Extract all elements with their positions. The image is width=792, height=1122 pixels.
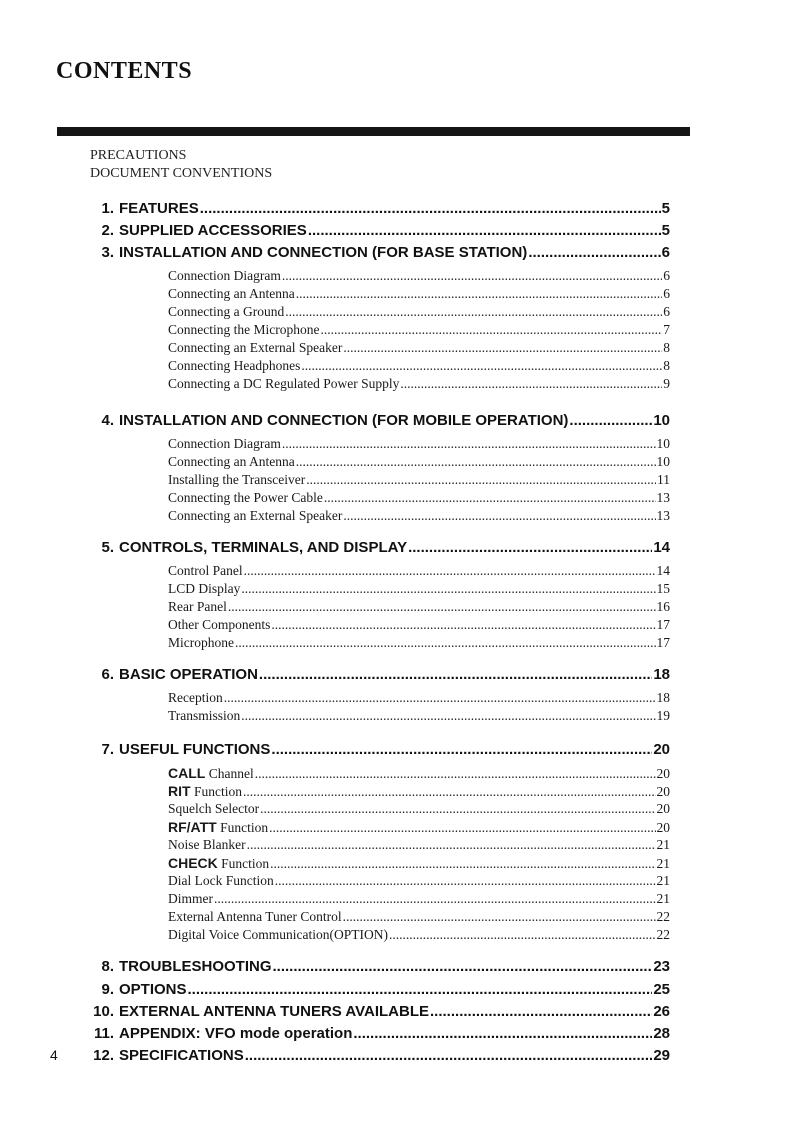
section-number: 12. [93,1047,114,1064]
subentry-page: 8 [663,358,670,373]
subentry-title: Rear Panel [168,599,227,614]
subentry-page: 8 [663,340,670,355]
dot-leader [188,981,653,998]
section-page: 5 [661,200,670,217]
dot-leader [243,784,656,800]
toc-section-8 [86,958,670,980]
dot-leader [271,741,652,758]
section-number: 8. [101,958,114,975]
dot-leader [255,766,656,782]
toc-subentry [168,563,670,581]
dot-leader [296,454,656,470]
section-number: 5. [101,539,114,556]
dot-leader [271,617,655,633]
dot-leader [228,599,656,615]
dot-leader [343,508,655,524]
toc-subentry [168,286,670,304]
toc-section-11 [86,1025,670,1047]
section-number: 4. [101,412,114,429]
section-title: FEATURES [119,200,199,217]
toc-subentry [168,909,670,927]
dot-leader [275,873,656,889]
subentry-page: 20 [656,820,670,835]
subentry-page: 20 [656,801,670,816]
toc-subentry [168,304,670,322]
section-title: EXTERNAL ANTENNA TUNERS AVAILABLE [119,1003,430,1020]
subentry-page: 6 [663,268,670,283]
subentry-page: 17 [656,635,670,650]
dot-leader [214,891,656,907]
subentry-title: Connecting Headphones [168,358,301,373]
page-title: CONTENTS [56,58,193,84]
title-rule [57,127,690,136]
subentry-page: 11 [657,472,670,487]
toc-section-2 [86,222,670,244]
subentry-title: Control Panel [168,563,243,578]
toc-subentry [168,508,670,526]
dot-leader [400,376,662,392]
section-page: 29 [653,1047,670,1064]
section-number: 10. [93,1003,114,1020]
section-title: CONTROLS, TERMINALS, AND DISPLAY [119,539,408,556]
toc-subentry [168,801,670,819]
section-title: OPTIONS [119,981,187,998]
subentry-title: Installing the Transceiver [168,472,306,487]
subentry-page: 13 [656,508,670,523]
section-title: SPECIFICATIONS [119,1047,244,1064]
dot-leader [235,635,656,651]
subentry-page: 16 [656,599,670,614]
section-page: 6 [661,244,670,261]
dot-leader [245,1047,653,1064]
section-number: 11. [93,1025,114,1042]
subentry-title: Digital Voice Communication(OPTION) [168,927,388,942]
toc-subentry [168,376,670,394]
toc-subentry [168,783,670,801]
subentry-title: Function [221,856,270,871]
subentry-page: 6 [663,304,670,319]
preamble-precautions: PRECAUTIONS [90,148,187,163]
dot-leader [528,244,660,261]
section-page: 18 [653,666,670,683]
section-page: 5 [661,222,670,239]
section-title: SUPPLIED ACCESSORIES [119,222,307,239]
subentry-page: 10 [656,436,670,451]
dot-leader [285,304,662,320]
subentry-title: External Antenna Tuner Control [168,909,342,924]
subentry-page: 6 [663,286,670,301]
dot-leader [306,472,656,488]
toc-subentry [168,581,670,599]
subentry-title: Transmission [168,708,241,723]
subentry-page: 22 [656,909,670,924]
dot-leader [389,927,656,943]
dot-leader [259,666,652,683]
toc-section-6 [86,666,670,688]
page-number: 4 [50,1047,58,1063]
dot-leader [244,563,656,579]
subentry-title: Other Components [168,617,271,632]
subentry-keyword: CALL [168,765,206,781]
toc-subentry [168,454,670,472]
dot-leader [241,708,655,724]
toc-subentry [168,855,670,873]
section-page: 10 [653,412,670,429]
toc-subentry [168,617,670,635]
section-number: 9. [101,981,114,998]
dot-leader [301,358,662,374]
subentry-page: 21 [656,837,670,852]
section-title: BASIC OPERATION [119,666,258,683]
subentry-page: 9 [663,376,670,391]
section-number: 3. [101,244,114,261]
dot-leader [269,820,655,836]
section-title: TROUBLESHOOTING [119,958,272,975]
section-page: 26 [653,1003,670,1020]
dot-leader [247,837,656,853]
section-number: 7. [101,741,114,758]
dot-leader [224,690,656,706]
section-title: APPENDIX: VFO mode operation [119,1025,353,1042]
subentry-page: 13 [656,490,670,505]
subentry-title: Microphone [168,635,234,650]
toc-subentry [168,891,670,909]
subentry-title: Noise Blanker [168,837,246,852]
dot-leader [343,340,662,356]
toc-subentry [168,490,670,508]
toc-subentry [168,472,670,490]
preamble-document-conventions: DOCUMENT CONVENTIONS [90,166,273,181]
subentry-title: Connecting an External Speaker [168,508,343,523]
subentry-page: 19 [656,708,670,723]
dot-leader [353,1025,652,1042]
section-page: 28 [653,1025,670,1042]
toc-subentry [168,358,670,376]
subentry-page: 14 [656,563,670,578]
subentry-title: Connecting a Ground [168,304,285,319]
section-title: INSTALLATION AND CONNECTION (FOR MOBILE OPERATION) [119,412,569,429]
subentry-title: Connecting the Microphone [168,322,320,337]
dot-leader [408,539,652,556]
section-number: 2. [101,222,114,239]
toc-subentry [168,819,670,837]
dot-leader [430,1003,652,1020]
subentry-keyword: CHECK [168,855,218,871]
subentry-page: 18 [656,690,670,705]
toc-subentry [168,927,670,945]
dot-leader [241,581,655,597]
subentry-page: 15 [656,581,670,596]
subentry-title: Dimmer [168,891,213,906]
toc-subentry [168,340,670,358]
toc-section-9 [86,981,670,1003]
subentry-title: Connection Diagram [168,436,281,451]
subentry-title: Connecting a DC Regulated Power Supply [168,376,400,391]
dot-leader [282,436,656,452]
subentry-page: 20 [656,784,670,799]
toc-section-4 [86,412,670,434]
dot-leader [260,801,655,817]
toc-subentry [168,873,670,891]
dot-leader [569,412,652,429]
subentry-title: Connecting the Power Cable [168,490,323,505]
toc-subentry [168,268,670,286]
toc-section-3 [86,244,670,266]
toc-subentry [168,765,670,783]
dot-leader [320,322,662,338]
toc-section-10 [86,1003,670,1025]
toc-subentry [168,635,670,653]
toc-section-5 [86,539,670,561]
section-page: 23 [653,958,670,975]
toc-subentry [168,436,670,454]
subentry-title: Connecting an External Speaker [168,340,343,355]
dot-leader [308,222,661,239]
section-title: USEFUL FUNCTIONS [119,741,271,758]
subentry-title: Function [220,820,269,835]
subentry-page: 22 [656,927,670,942]
subentry-title: Squelch Selector [168,801,260,816]
dot-leader [343,909,656,925]
subentry-page: 21 [656,856,670,871]
dot-leader [324,490,656,506]
subentry-title: LCD Display [168,581,241,596]
section-page: 20 [653,741,670,758]
toc-section-12 [86,1047,670,1069]
subentry-page: 10 [656,454,670,469]
subentry-page: 21 [656,891,670,906]
dot-leader [273,958,653,975]
toc-subentry [168,837,670,855]
toc-subentry [168,708,670,726]
subentry-title: Function [193,784,242,799]
subentry-title: Channel [208,766,254,781]
dot-leader [296,286,663,302]
dot-leader [200,200,661,217]
subentry-title: Reception [168,690,223,705]
toc-section-1 [86,200,670,222]
toc-subentry [168,690,670,708]
toc-subentry [168,322,670,340]
subentry-keyword: RIT [168,783,191,799]
subentry-page: 17 [656,617,670,632]
subentry-title: Connecting an Antenna [168,454,295,469]
subentry-title: Connecting an Antenna [168,286,295,301]
subentry-keyword: RF/ATT [168,819,217,835]
dot-leader [270,856,655,872]
section-title: INSTALLATION AND CONNECTION (FOR BASE STATION) [119,244,528,261]
section-number: 6. [101,666,114,683]
section-page: 14 [653,539,670,556]
subentry-title: Connection Diagram [168,268,281,283]
dot-leader [282,268,662,284]
subentry-page: 21 [656,873,670,888]
subentry-page: 7 [663,322,670,337]
section-page: 25 [653,981,670,998]
subentry-title: Dial Lock Function [168,873,274,888]
subentry-page: 20 [656,766,670,781]
toc-section-7 [86,741,670,763]
toc-subentry [168,599,670,617]
section-number: 1. [101,200,114,217]
